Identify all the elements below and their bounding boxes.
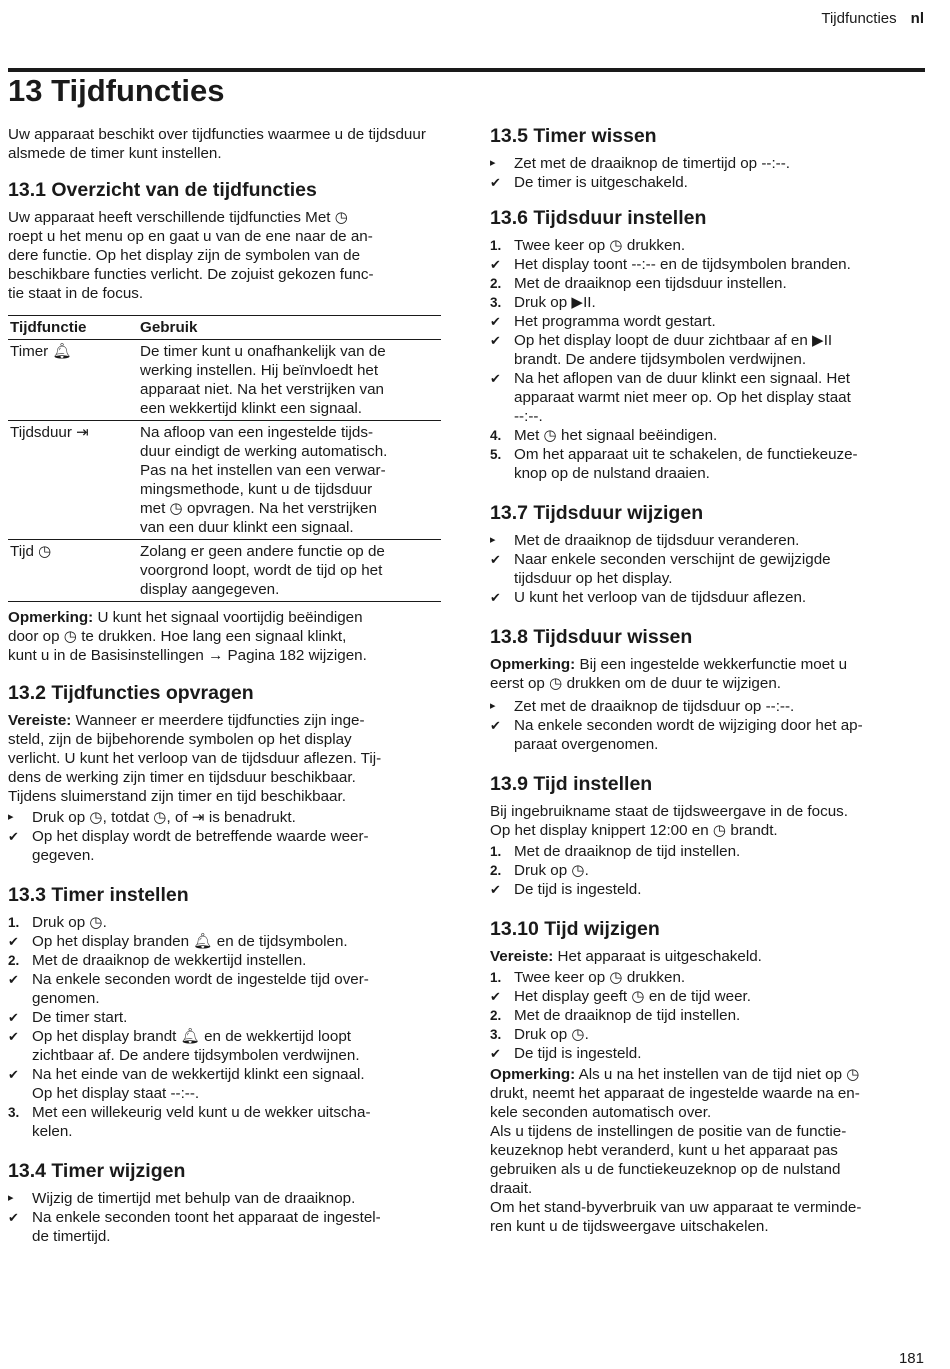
item-text: Op het display branden 🔔︎ en de tijdsymbolen. xyxy=(32,933,348,950)
cell-line: met ◷ opvragen. Na het verstrijken xyxy=(140,500,377,517)
result-check-icon: ✔ xyxy=(8,1210,19,1225)
cell-line: van een duur klinkt een signaal. xyxy=(140,519,354,536)
step-number: 1. xyxy=(490,238,502,253)
item-text: Om het apparaat uit te schakelen, de functiekeuze- xyxy=(514,446,858,463)
table-row xyxy=(8,340,441,421)
list-item xyxy=(490,236,930,255)
list-item xyxy=(8,1008,443,1027)
note-text: drukt, neemt het apparaat de ingestelde waarde na en- xyxy=(490,1085,860,1102)
list-item xyxy=(490,274,930,293)
step-list xyxy=(490,842,930,899)
item-text: Op het display wordt de betreffende waarde weer- xyxy=(32,828,369,845)
step-list xyxy=(490,236,930,483)
requirement-text: dens de werking zijn timer en tijdsduur beschikbaar. xyxy=(8,769,356,786)
list-item xyxy=(8,1065,443,1103)
item-text: Druk op ◷, totdat ◷, of ⇥ is benadrukt. xyxy=(32,809,296,826)
result-check-icon: ✔ xyxy=(490,590,501,605)
cell-line: werking instellen. Hij beïnvloedt het xyxy=(140,362,379,379)
section-title: 13.6 Tijdsduur instellen xyxy=(490,207,707,229)
step-number: 1. xyxy=(490,970,502,985)
item-text: Na enkele seconden wordt de ingestelde tijd over- xyxy=(32,971,369,988)
note-text: Om het stand-byverbruik van uw apparaat te verminde- xyxy=(490,1199,862,1216)
result-check-icon: ✔ xyxy=(490,718,501,733)
list-item xyxy=(490,842,930,861)
action-marker-icon: ▸ xyxy=(8,1192,14,1204)
table-row xyxy=(8,540,441,602)
table-header-row xyxy=(8,316,441,340)
text-line: Uw apparaat heeft verschillende tijdfuncties Met ◷ xyxy=(8,209,348,226)
step-list xyxy=(490,697,930,754)
cell-line: voorgrond loopt, wordt de tijd op het xyxy=(140,562,383,579)
s131-body xyxy=(8,208,443,303)
table-cell xyxy=(138,421,441,540)
list-item xyxy=(490,426,930,445)
cell-line: De timer kunt u onafhankelijk van de xyxy=(140,343,386,360)
result-check-icon: ✔ xyxy=(490,989,501,1004)
table-cell: Tijd ◷ xyxy=(8,540,138,602)
note-text: kele seconden automatisch over. xyxy=(490,1104,712,1121)
list-item xyxy=(490,312,930,331)
result-check-icon: ✔ xyxy=(490,882,501,897)
note-text: keuzeknop hebt veranderd, kunt u het apparaat pas xyxy=(490,1142,838,1159)
item-text: Na enkele seconden wordt de wijziging door het ap- xyxy=(514,717,863,734)
note-text: gebruiken als u de functiekeuzeknop op de nulstand xyxy=(490,1161,841,1178)
step-number: 5. xyxy=(490,447,502,462)
list-item xyxy=(490,861,930,880)
section-title: 13.1 Overzicht van de tijdfuncties xyxy=(8,179,317,201)
step-number: 3. xyxy=(8,1105,20,1120)
step-number: 2. xyxy=(8,953,20,968)
item-text: genomen. xyxy=(32,990,100,1007)
item-text: apparaat warmt niet meer op. Op het display staat xyxy=(514,389,851,406)
section-title: 13.5 Timer wissen xyxy=(490,125,657,147)
item-text: Met de draaiknop de wekkertijd instellen. xyxy=(32,952,307,969)
text-line: dere functie. Op het display zijn de symbolen van de xyxy=(8,247,361,264)
result-check-icon: ✔ xyxy=(8,972,19,987)
item-text: Druk op ◷. xyxy=(514,1026,589,1043)
list-item xyxy=(490,255,930,274)
list-item xyxy=(490,716,930,754)
section-title: 13.2 Tijdfuncties opvragen xyxy=(8,682,254,704)
list-item xyxy=(490,1025,930,1044)
item-text: Zet met de draaiknop de tijdsduur op --:--. xyxy=(514,698,795,715)
list-item xyxy=(490,1006,930,1025)
step-number: 4. xyxy=(490,428,502,443)
section-title: 13.7 Tijdsduur wijzigen xyxy=(490,502,704,524)
note-label: Opmerking: xyxy=(8,609,94,626)
cell-line: display aangegeven. xyxy=(140,581,280,598)
result-check-icon: ✔ xyxy=(490,1046,501,1061)
item-text: Op het display brandt 🔔︎ en de wekkertijd loopt xyxy=(32,1028,351,1045)
action-marker-icon: ▸ xyxy=(490,157,496,169)
item-text: Het programma wordt gestart. xyxy=(514,313,716,330)
list-item xyxy=(8,1208,443,1246)
requirement-text: Wanneer er meerdere tijdfuncties zijn inge- xyxy=(71,712,365,729)
step-number: 1. xyxy=(490,844,502,859)
timefunction-table xyxy=(8,315,441,602)
step-number: 3. xyxy=(490,295,502,310)
item-text: Na het einde van de wekkertijd klinkt een signaal. xyxy=(32,1066,365,1083)
list-item xyxy=(8,1027,443,1065)
item-text: Met ◷ het signaal beëindigen. xyxy=(514,427,718,444)
page-number: 181 xyxy=(898,1350,924,1367)
note-label: Opmerking: xyxy=(490,656,576,673)
step-number: 2. xyxy=(490,863,502,878)
list-item xyxy=(8,951,443,970)
text-line: Op het display knippert 12:00 en ◷ brandt. xyxy=(490,822,778,839)
note xyxy=(490,655,930,693)
item-text: Na enkele seconden toont het apparaat de ingestel- xyxy=(32,1209,381,1226)
item-text: tijdsduur op het display. xyxy=(514,570,673,587)
item-text: --:--. xyxy=(514,408,543,425)
item-text: gegeven. xyxy=(32,847,95,864)
list-item xyxy=(490,1044,930,1063)
header-rule xyxy=(8,68,925,72)
chapter-title: 13 Tijdfuncties xyxy=(8,73,225,108)
item-text: Na het aflopen van de duur klinkt een signaal. Het xyxy=(514,370,851,387)
result-check-icon: ✔ xyxy=(490,371,501,386)
list-item xyxy=(490,173,930,192)
action-marker-icon: ▸ xyxy=(490,534,496,546)
step-number: 3. xyxy=(490,1027,502,1042)
list-item xyxy=(8,970,443,1008)
cell-line: apparaat niet. Na het verstrijken van xyxy=(140,381,384,398)
item-text: knop op de nulstand draaien. xyxy=(514,465,710,482)
text-line: tie staat in de focus. xyxy=(8,285,144,302)
requirement xyxy=(490,947,930,966)
table-cell xyxy=(138,540,441,602)
item-text: Met de draaiknop de tijd instellen. xyxy=(514,843,741,860)
text-line: beschikbare functies verlicht. De zojuist gekozen func- xyxy=(8,266,374,283)
item-text: Met de draaiknop de tijdsduur veranderen. xyxy=(514,532,800,549)
step-number: 2. xyxy=(490,1008,502,1023)
list-item xyxy=(8,932,443,951)
note xyxy=(8,608,443,665)
list-item xyxy=(8,808,443,827)
list-item xyxy=(490,880,930,899)
header-section: Tijdfuncties xyxy=(821,10,897,27)
note-text: Als u na het instellen van de tijd niet op ◷ xyxy=(575,1066,860,1083)
list-item xyxy=(8,1189,443,1208)
result-check-icon: ✔ xyxy=(490,257,501,272)
column-header: Gebruik xyxy=(138,316,441,340)
note-text: kunt u in de Basisinstellingen → Pagina 182 wijzigen. xyxy=(8,647,367,664)
step-list xyxy=(8,913,443,1141)
cell-line: Pas na het instellen van een verwar- xyxy=(140,462,386,479)
step-list xyxy=(490,154,930,192)
requirement-text: Tijdens sluimerstand zijn timer en tijd beschikbaar. xyxy=(8,788,346,805)
result-check-icon: ✔ xyxy=(490,552,501,567)
step-list xyxy=(8,1189,443,1246)
table-cell xyxy=(138,340,441,421)
section-title: 13.8 Tijdsduur wissen xyxy=(490,626,693,648)
cell-line: Zolang er geen andere functie op de xyxy=(140,543,385,560)
right-column xyxy=(490,124,930,1236)
item-text: brandt. De andere tijdsymbolen verdwijnen. xyxy=(514,351,807,368)
requirement-label: Vereiste: xyxy=(8,712,72,729)
requirement-text: Het apparaat is uitgeschakeld. xyxy=(553,948,762,965)
requirement xyxy=(8,711,443,806)
item-text: Druk op ◷. xyxy=(32,914,107,931)
table-row xyxy=(8,421,441,540)
section-title: 13.4 Timer wijzigen xyxy=(8,1160,186,1182)
note-text: draait. xyxy=(490,1180,533,1197)
list-item xyxy=(490,293,930,312)
section-title: 13.9 Tijd instellen xyxy=(490,773,653,795)
item-text: De tijd is ingesteld. xyxy=(514,881,642,898)
list-item xyxy=(490,697,930,716)
list-item xyxy=(490,531,930,550)
result-check-icon: ✔ xyxy=(8,829,19,844)
list-item xyxy=(490,987,930,1006)
column-header: Tijdfunctie xyxy=(8,316,138,340)
list-item xyxy=(8,913,443,932)
item-text: Druk op ◷. xyxy=(514,862,589,879)
section-title: 13.10 Tijd wijzigen xyxy=(490,918,660,940)
item-text: de timertijd. xyxy=(32,1228,111,1245)
section-title: 13.3 Timer instellen xyxy=(8,884,189,906)
item-text: Wijzig de timertijd met behulp van de draaiknop. xyxy=(32,1190,356,1207)
table-cell: Timer 🔔︎ xyxy=(8,340,138,421)
item-text: Twee keer op ◷ drukken. xyxy=(514,237,686,254)
text-line: roept u het menu op en gaat u van de ene naar de an- xyxy=(8,228,373,245)
item-text: Op het display loopt de duur zichtbaar af en ▶II xyxy=(514,332,833,349)
running-header xyxy=(821,10,924,27)
item-text: De timer start. xyxy=(32,1009,128,1026)
item-text: Druk op ▶II. xyxy=(514,294,596,311)
requirement-text: steld, zijn de bijbehorende symbolen op het display xyxy=(8,731,352,748)
item-text: De timer is uitgeschakeld. xyxy=(514,174,688,191)
list-item xyxy=(490,588,930,607)
item-text: Twee keer op ◷ drukken. xyxy=(514,969,686,986)
cell-line: mingsmethode, kunt u de tijdsduur xyxy=(140,481,373,498)
note-text: door op ◷ te drukken. Hoe lang een signaal klinkt, xyxy=(8,628,347,645)
step-list xyxy=(8,808,443,865)
result-check-icon: ✔ xyxy=(8,934,19,949)
header-lang: nl xyxy=(910,10,924,27)
note-label: Opmerking: xyxy=(490,1066,576,1083)
result-check-icon: ✔ xyxy=(490,314,501,329)
note-text: Bij een ingestelde wekkerfunctie moet u xyxy=(575,656,848,673)
list-item xyxy=(490,968,930,987)
action-marker-icon: ▸ xyxy=(8,811,14,823)
result-check-icon: ✔ xyxy=(490,333,501,348)
left-column xyxy=(8,125,443,1246)
list-item xyxy=(8,1103,443,1141)
item-text: Zet met de draaiknop de timertijd op --:--. xyxy=(514,155,791,172)
item-text: De tijd is ingesteld. xyxy=(514,1045,642,1062)
text-line: Bij ingebruikname staat de tijdsweergave in de focus. xyxy=(490,803,848,820)
cell-line: Na afloop van een ingestelde tijds- xyxy=(140,424,374,441)
step-number: 2. xyxy=(490,276,502,291)
requirement-text: verlicht. U kunt het verloop van de tijdsduur aflezen. Tij- xyxy=(8,750,382,767)
note-text: ren kunt u de tijdsweergave uitschakelen. xyxy=(490,1218,769,1235)
item-text: Op het display staat --:--. xyxy=(32,1085,200,1102)
note-text: eerst op ◷ drukken om de duur te wijzigen. xyxy=(490,675,781,692)
item-text: Het display toont --:-- en de tijdsymbolen branden. xyxy=(514,256,851,273)
list-item xyxy=(490,445,930,483)
item-text: Naar enkele seconden verschijnt de gewijzigde xyxy=(514,551,831,568)
list-item xyxy=(8,827,443,865)
item-text: kelen. xyxy=(32,1123,73,1140)
intro-text: Uw apparaat beschikt over tijdfuncties waarmee u de tijdsduur alsmede de timer kunt instellen. xyxy=(8,126,426,162)
result-check-icon: ✔ xyxy=(8,1029,19,1044)
list-item xyxy=(490,550,930,588)
item-text: Het display geeft ◷ en de tijd weer. xyxy=(514,988,751,1005)
result-check-icon: ✔ xyxy=(490,175,501,190)
step-list xyxy=(490,531,930,607)
item-text: Met de draaiknop een tijdsduur instellen. xyxy=(514,275,787,292)
action-marker-icon: ▸ xyxy=(490,700,496,712)
list-item xyxy=(490,369,930,426)
item-text: zichtbaar af. De andere tijdsymbolen verdwijnen. xyxy=(32,1047,360,1064)
cell-line: een wekkertijd klinkt een signaal. xyxy=(140,400,363,417)
result-check-icon: ✔ xyxy=(8,1010,19,1025)
result-check-icon: ✔ xyxy=(8,1067,19,1082)
table-cell: Tijdsduur ⇥ xyxy=(8,421,138,540)
step-number: 1. xyxy=(8,915,20,930)
step-list xyxy=(490,968,930,1063)
item-text: Met een willekeurig veld kunt u de wekker uitscha- xyxy=(32,1104,371,1121)
item-text: Met de draaiknop de tijd instellen. xyxy=(514,1007,741,1024)
s139-body xyxy=(490,802,930,840)
note-text: U kunt het signaal voortijdig beëindigen xyxy=(93,609,363,626)
item-text: paraat overgenomen. xyxy=(514,736,659,753)
note-text: Als u tijdens de instellingen de positie van de functie- xyxy=(490,1123,847,1140)
item-text: U kunt het verloop van de tijdsduur aflezen. xyxy=(514,589,807,606)
list-item xyxy=(490,331,930,369)
list-item xyxy=(490,154,930,173)
cell-line: duur eindigt de werking automatisch. xyxy=(140,443,388,460)
requirement-label: Vereiste: xyxy=(490,948,554,965)
note xyxy=(490,1065,930,1236)
